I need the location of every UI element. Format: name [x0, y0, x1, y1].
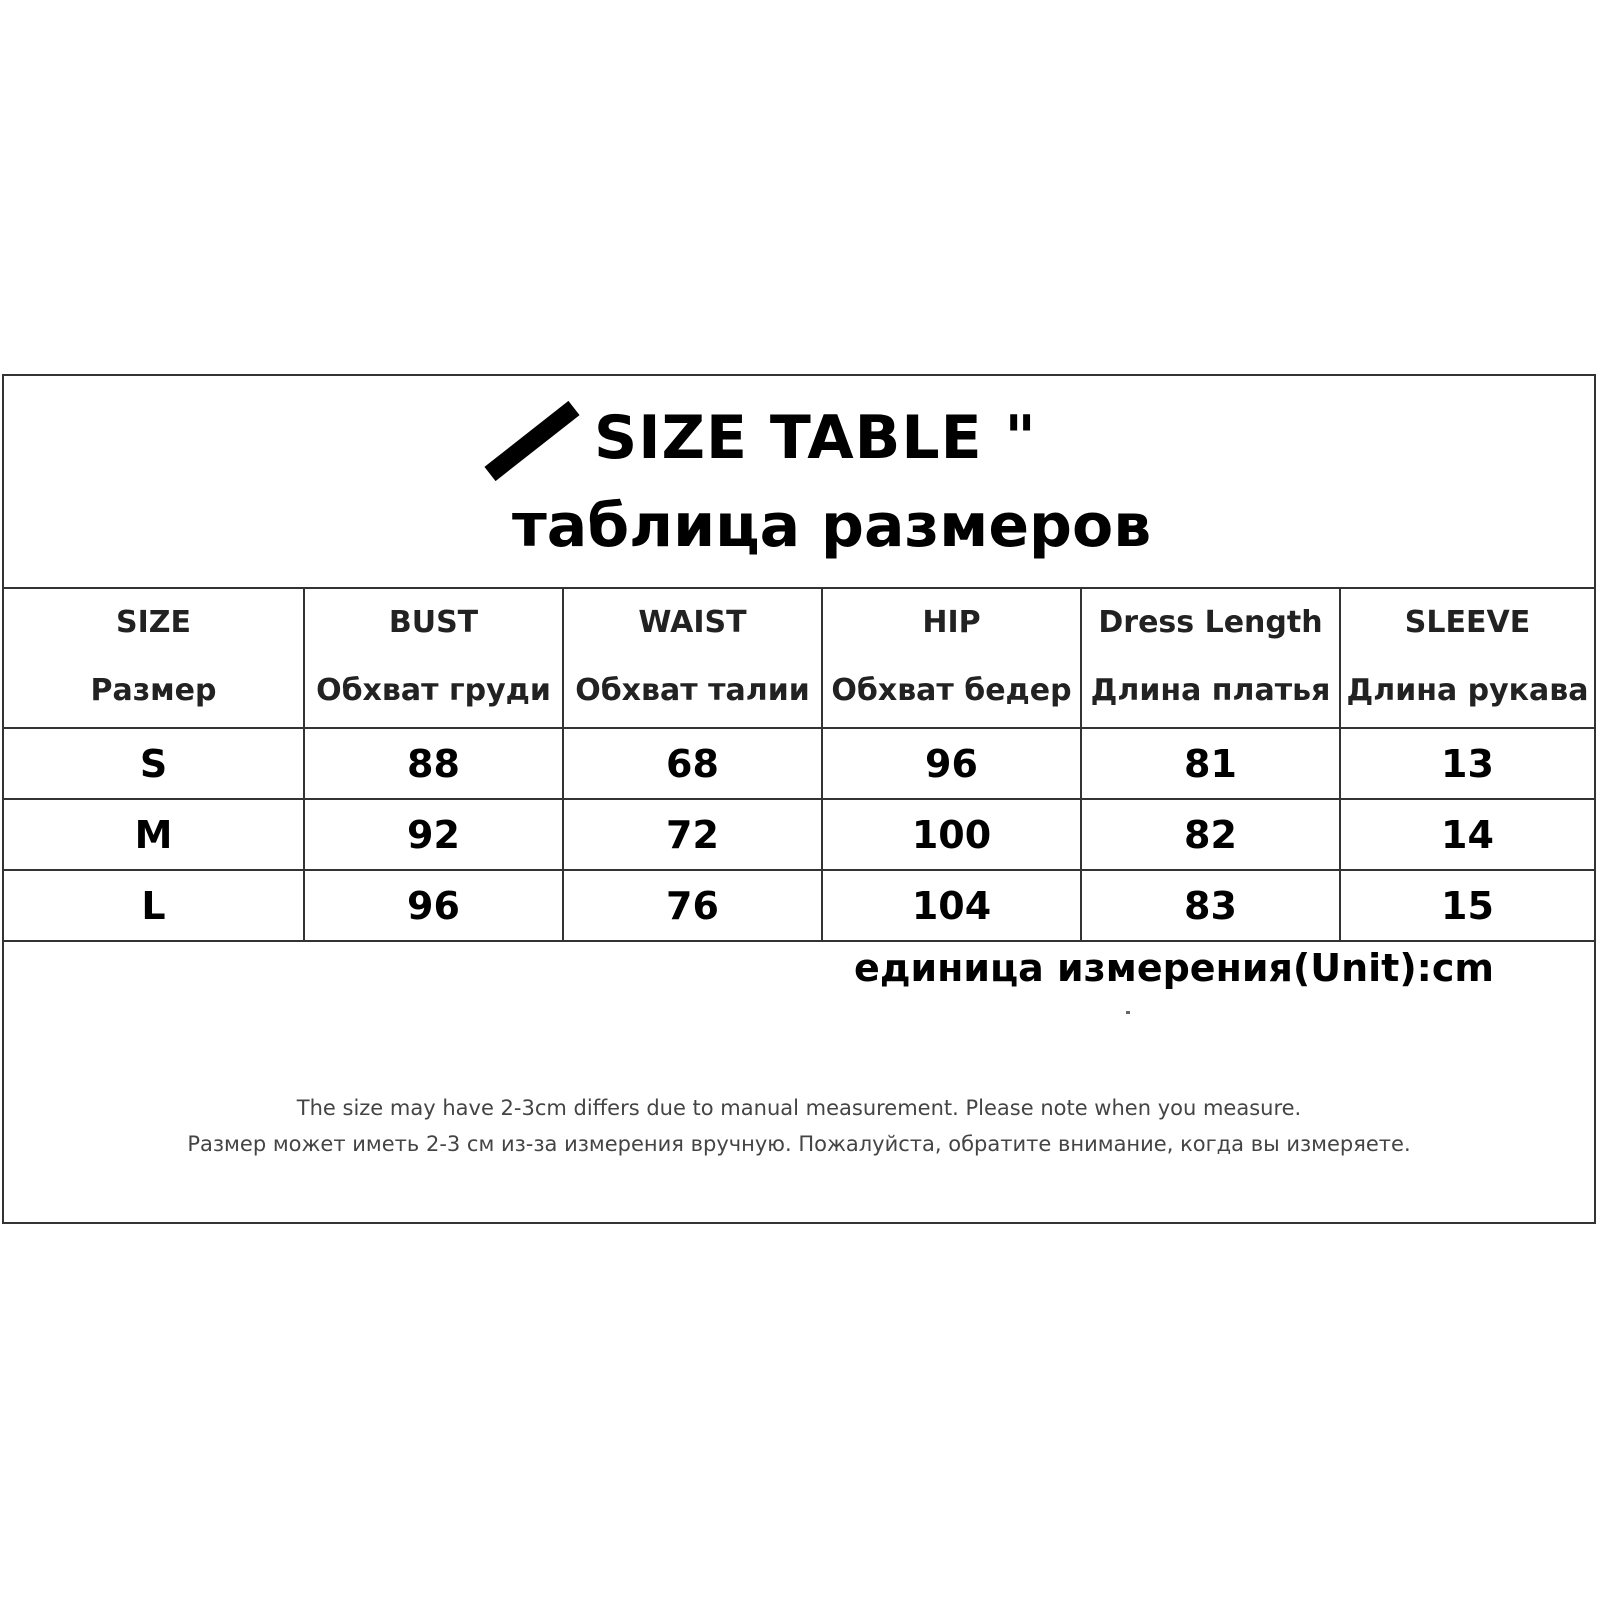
- cell-bust: 92: [304, 799, 563, 870]
- cell-waist: 76: [563, 870, 822, 941]
- cell-sleeve: 14: [1340, 799, 1594, 870]
- size-table-frame: [2, 374, 1596, 1224]
- header-en: Dress Length: [1098, 605, 1323, 640]
- cell-sleeve: 13: [1340, 728, 1594, 799]
- cell-size: M: [4, 799, 304, 870]
- cell-sleeve: 15: [1340, 870, 1594, 941]
- size-table: [4, 587, 1594, 942]
- header-cell-size: [4, 587, 304, 728]
- disclaimer-russian: Размер может иметь 2-3 см из-за измерения вручную. Пожалуйста, обратите внимание, когда вы измеряете.: [187, 1132, 1411, 1156]
- unit-note: единица измерения(Unit):cm: [854, 946, 1494, 990]
- cell-waist: 68: [563, 728, 822, 799]
- header-en: SIZE: [115, 605, 191, 640]
- header-ru: Длина платья: [1090, 673, 1331, 708]
- table-row-l: [4, 870, 1594, 941]
- title-section: [4, 376, 1594, 589]
- title-english: SIZE TABLE ": [594, 403, 1037, 473]
- stray-dot: [1126, 1011, 1130, 1014]
- cell-bust: 96: [304, 870, 563, 941]
- header-ru: Обхват груди: [316, 673, 551, 708]
- header-en: WAIST: [638, 605, 747, 640]
- header-cell-dress-length: [1081, 587, 1340, 728]
- disclaimer-english: The size may have 2-3cm differs due to manual measurement. Please note when you measure.: [296, 1096, 1302, 1120]
- header-en: BUST: [388, 605, 479, 640]
- header-en: SLEEVE: [1404, 605, 1531, 640]
- header-cell-waist: [563, 587, 822, 728]
- cell-hip: 100: [822, 799, 1081, 870]
- cell-dress-length: 82: [1081, 799, 1340, 870]
- cell-size: L: [4, 870, 304, 941]
- disclaimer: [4, 1090, 1594, 1162]
- cell-dress-length: 83: [1081, 870, 1340, 941]
- header-cell-sleeve: [1340, 587, 1594, 728]
- header-ru: Размер: [90, 673, 217, 708]
- header-cell-hip: [822, 587, 1081, 728]
- header-ru: Обхват бедер: [831, 673, 1072, 708]
- header-ru: Длина рукава: [1346, 673, 1589, 708]
- cell-hip: 104: [822, 870, 1081, 941]
- header-en: HIP: [922, 605, 981, 640]
- header-cell-bust: [304, 587, 563, 728]
- header-row: [4, 587, 1594, 728]
- table-row-s: [4, 728, 1594, 799]
- cell-dress-length: 81: [1081, 728, 1340, 799]
- slash-bar-icon: [482, 396, 582, 486]
- cell-size: S: [4, 728, 304, 799]
- header-ru: Обхват талии: [575, 673, 810, 708]
- cell-hip: 96: [822, 728, 1081, 799]
- title-russian: таблица размеров: [512, 491, 1152, 561]
- cell-bust: 88: [304, 728, 563, 799]
- table-row-m: [4, 799, 1594, 870]
- cell-waist: 72: [563, 799, 822, 870]
